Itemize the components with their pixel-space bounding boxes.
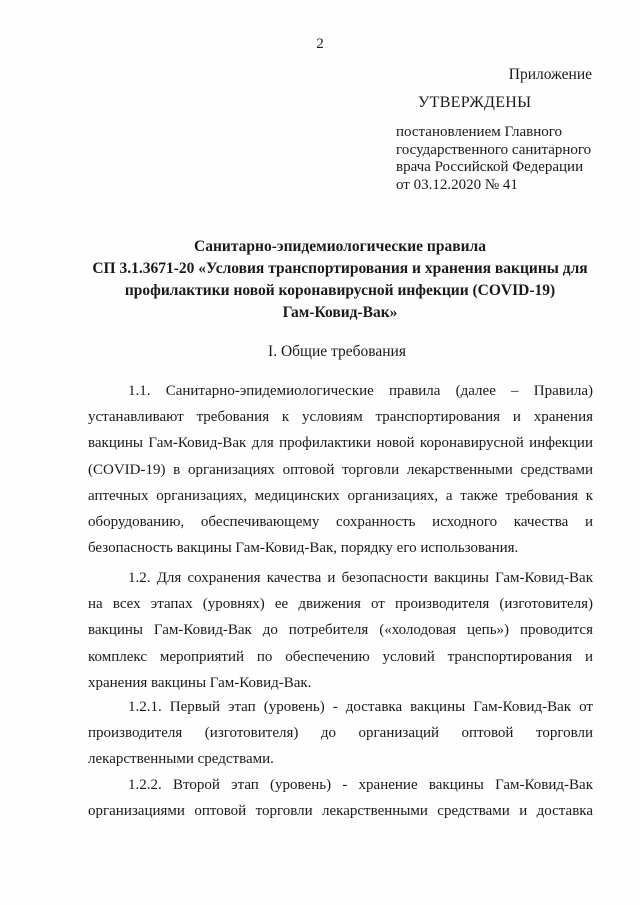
paragraph-1-2-1 [88, 694, 593, 773]
paragraph-line: производителя (изготовителя) до организаций оптовой торговли [88, 725, 593, 742]
paragraph-1-2 [88, 565, 593, 696]
title-line: Санитарно-эпидемиологические правила [194, 238, 486, 255]
paragraph-line: безопасность вакцины Гам-Ковид-Вак, порядку его использования. [88, 540, 519, 557]
paragraph-1-1 [88, 378, 593, 561]
paragraph-line: на всех этапах (уровнях) ее движения от производителя (изготовителя) [88, 596, 593, 613]
approved-label: УТВЕРЖДЕНЫ [418, 94, 532, 111]
paragraph-line: оборудованию, обеспечивающему сохранность исходного качества и [88, 514, 593, 531]
paragraph-line: комплекс мероприятий по обеспечению условий транспортирования и [88, 648, 593, 665]
paragraph-line: устанавливают требования к условиям транспортирования и хранения [88, 409, 593, 426]
section-heading: I. Общие требования [268, 343, 406, 360]
paragraph-line: лекарственными средствами. [88, 751, 274, 768]
paragraph-line: 1.2.1. Первый этап (уровень) - доставка вакцины Гам-Ковид-Вак от [128, 699, 593, 715]
appendix-label: Приложение [508, 66, 592, 83]
paragraph-line: (COVID-19) в организациях оптовой торговли лекарственными средствами [88, 461, 593, 478]
paragraph-line: 1.1. Санитарно-эпидемиологические правила (далее – Правила) [128, 383, 593, 399]
paragraph-line: вакцины Гам-Ковид-Вак до потребителя («холодовая цепь») проводится [88, 622, 593, 639]
resolution-line: от 03.12.2020 № 41 [396, 176, 518, 193]
paragraph-line: 1.2. Для сохранения качества и безопасности вакцины Гам-Ковид-Вак [128, 570, 593, 586]
paragraph-line: хранения вакцины Гам-Ковид-Вак. [88, 674, 312, 691]
resolution-line: государственного санитарного [396, 141, 592, 158]
paragraph-line: вакцины Гам-Ковид-Вак для профилактики новой коронавирусной инфекции [88, 435, 593, 452]
paragraph-line: 1.2.2. Второй этап (уровень) - хранение вакцины Гам-Ковид-Вак [128, 777, 593, 793]
title-line: профилактики новой коронавирусной инфекции (COVID-19) [124, 282, 556, 299]
title-line: СП 3.1.3671-20 «Условия транспортирования и хранения вакцины для [92, 260, 588, 277]
paragraph-1-2-2 [88, 772, 593, 824]
resolution-reference [396, 124, 606, 194]
title-line: Гам-Ковид-Вак» [282, 304, 398, 321]
paragraph-line: аптечных организациях, медицинских организациях, а также требования к [88, 487, 593, 504]
resolution-line: постановлением Главного [396, 124, 563, 140]
resolution-line: врача Российской Федерации [396, 159, 584, 175]
document-title [40, 236, 640, 324]
page-number: 2 [316, 36, 324, 52]
paragraph-line: организациями оптовой торговли лекарственными средствами и доставка [88, 803, 593, 820]
